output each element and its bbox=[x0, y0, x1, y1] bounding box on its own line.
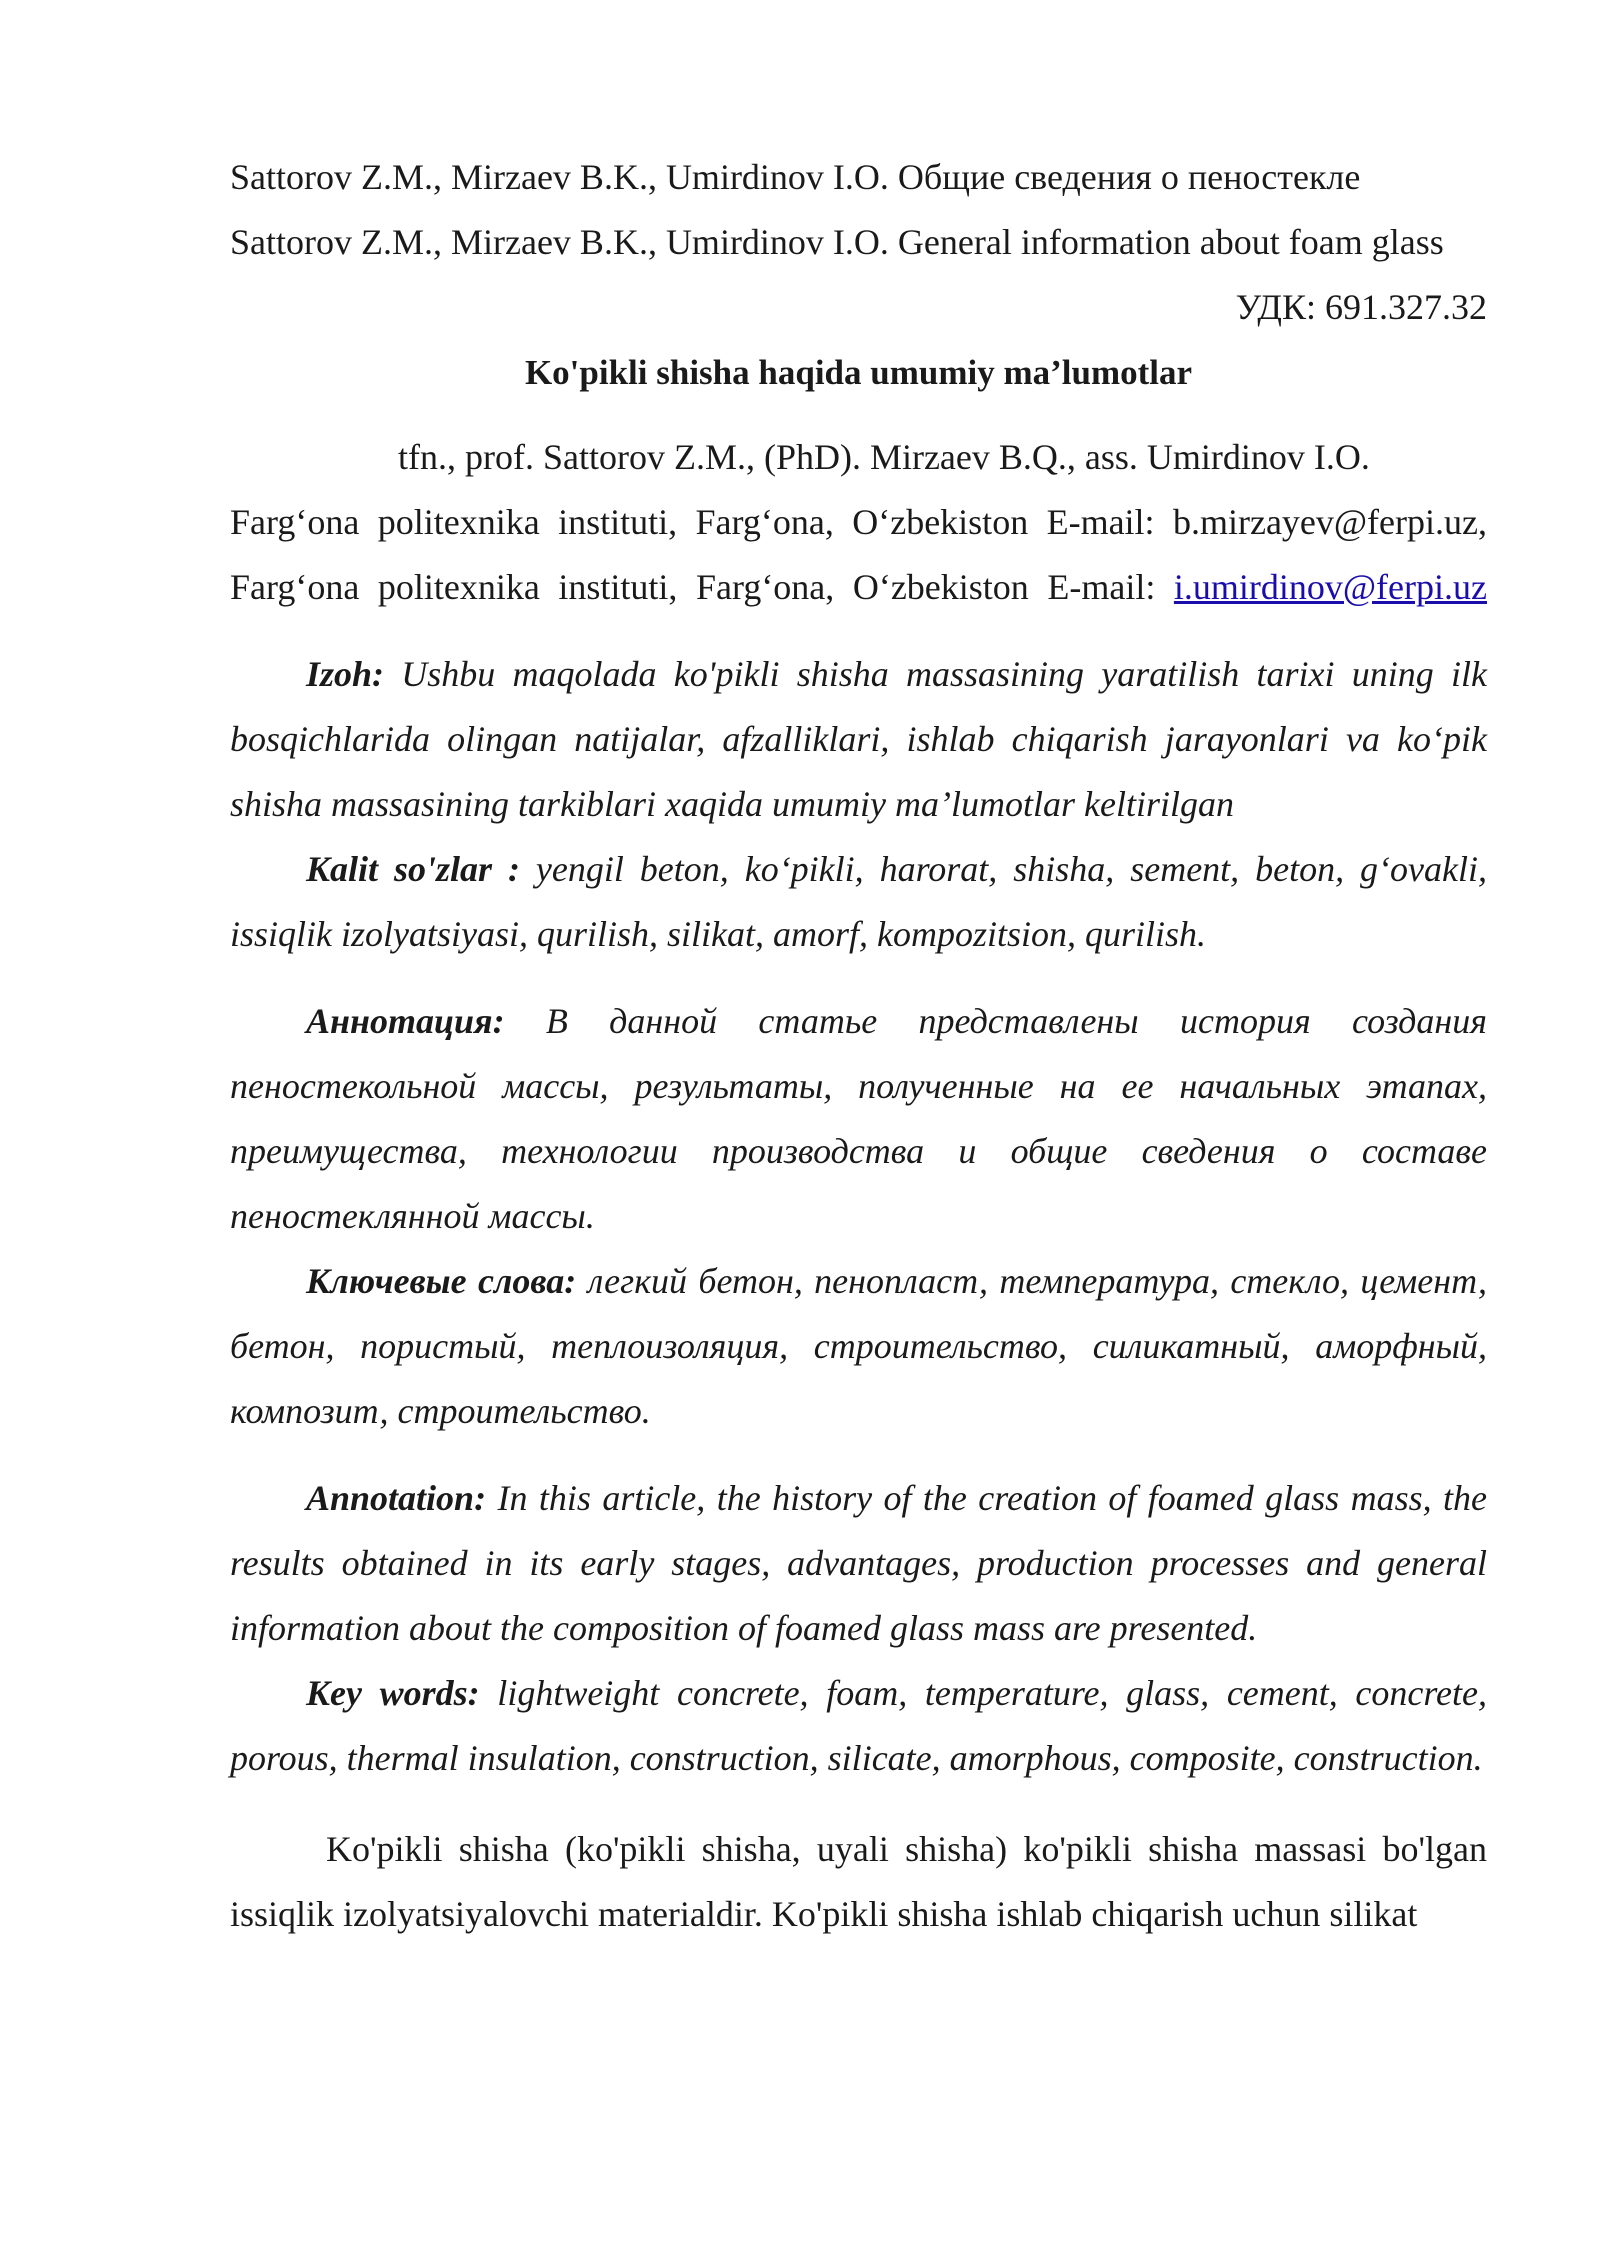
email-link[interactable]: i.umirdinov@ferpi.uz bbox=[1173, 567, 1487, 607]
abstract-uz bbox=[230, 642, 1487, 837]
keywords-ru-text: легкий бетон, пенопласт, температура, стекло, цемент, бетон, пористый, теплоизоляция, строительство, силикатный, аморфный, композит, строительство. bbox=[230, 1261, 1488, 1431]
abstract-ru-label: Аннотация: bbox=[306, 1001, 505, 1041]
affiliation-1 bbox=[230, 490, 1487, 555]
affiliation-2 bbox=[230, 555, 1487, 620]
udc-code: УДК: 691.327.32 bbox=[1235, 287, 1487, 327]
keywords-en-label: Key words: bbox=[306, 1673, 480, 1713]
abstract-en bbox=[230, 1466, 1487, 1661]
citation-en: Sattorov Z.M., Mirzaev B.K., Umirdinov I.O. General information about foam glass bbox=[230, 222, 1444, 262]
abstract-en-text: In this article, the history of the creation of foamed glass mass, the results obtained in its early stages, advantages, production processes and general information about the composition of foamed glass mass are presented. bbox=[230, 1478, 1487, 1648]
affiliation-2-text: Farg‘ona politexnika instituti, Farg‘ona, O‘zbekiston E-mail: bbox=[230, 567, 1174, 607]
article-title: Ko'pikli shisha haqida umumiy ma’lumotlar bbox=[524, 353, 1193, 392]
keywords-uz-label: Kalit so'zlar : bbox=[306, 849, 520, 889]
abstract-uz-label: Izoh: bbox=[306, 654, 385, 694]
abstract-ru bbox=[230, 989, 1487, 1249]
document-page bbox=[230, 145, 1487, 1947]
keywords-uz bbox=[230, 837, 1487, 967]
keywords-en bbox=[230, 1661, 1487, 1791]
abstract-ru-text: В данной статье представлены история создания пеностекольной массы, результаты, полученные на ее начальных этапах, преимущества, технологии производства и общие сведения о составе пеностеклянной массы. bbox=[230, 1001, 1487, 1236]
author-list: tfn., prof. Sattorov Z.M., (PhD). Mirzaev B.Q., ass. Umirdinov I.O. bbox=[398, 437, 1370, 477]
keywords-ru bbox=[230, 1249, 1487, 1444]
abstract-en-label: Annotation: bbox=[306, 1478, 487, 1518]
affiliation-1-text: Farg‘ona politexnika instituti, Farg‘ona, O‘zbekiston E-mail: b.mirzayev@ferpi.uz, bbox=[230, 502, 1487, 542]
abstract-uz-text: Ushbu maqolada ko'pikli shisha massasining yaratilish tarixi uning ilk bosqichlarida olingan natijalar, afzalliklari, ishlab chiqarish jarayonlari va ko‘pik shisha massasining tarkiblari xaqida umumiy ma’lumotlar keltirilgan bbox=[230, 654, 1487, 824]
citation-ru: Sattorov Z.M., Mirzaev B.K., Umirdinov I.O. Общие сведения о пеностекле bbox=[230, 157, 1361, 197]
keywords-en-text: lightweight concrete, foam, temperature, glass, cement, concrete, porous, thermal insulation, construction, silicate, amorphous, composite, construction. bbox=[230, 1673, 1487, 1778]
authors-block bbox=[230, 425, 1487, 620]
keywords-uz-text: yengil beton, ko‘pikli, harorat, shisha, sement, beton, g‘ovakli, issiqlik izolyatsiyasi, qurilish, silikat, amorf, kompozitsion, qurilish. bbox=[230, 849, 1487, 954]
body-paragraph: Ko'pikli shisha (ko'pikli shisha, uyali shisha) ko'pikli shisha massasi bo'lgan issiqlik izolyatsiyalovchi materialdir. Ko'pikli shisha ishlab chiqarish uchun silikat bbox=[230, 1829, 1487, 1934]
keywords-ru-label: Ключевые слова: bbox=[306, 1261, 577, 1301]
